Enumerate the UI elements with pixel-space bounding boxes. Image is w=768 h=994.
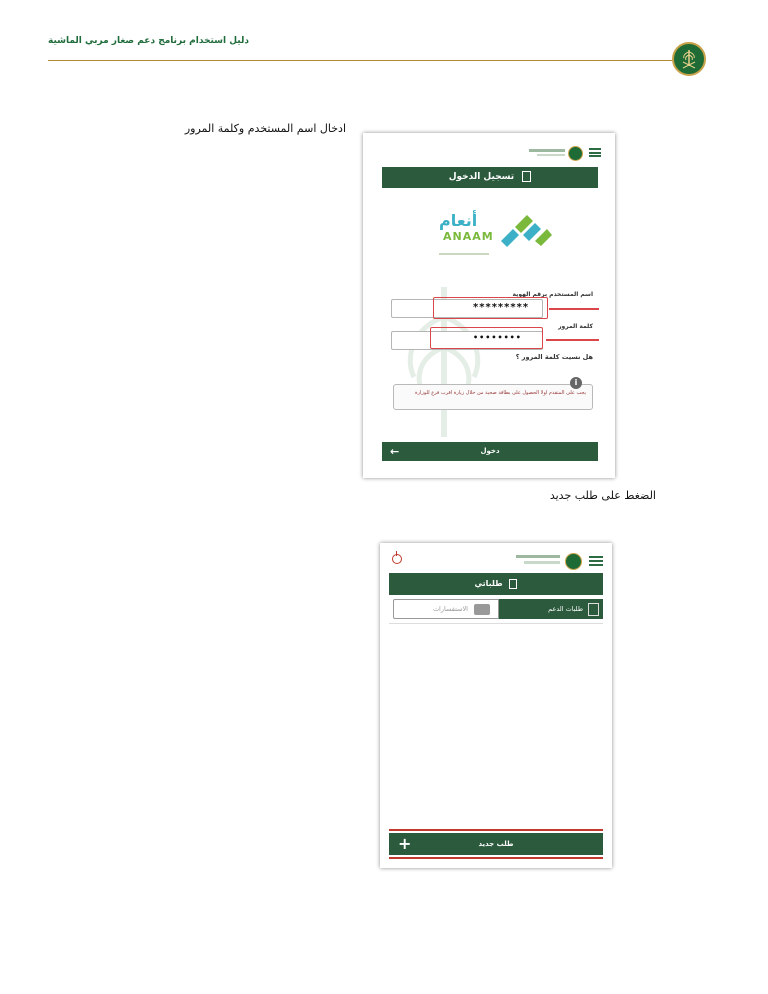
- login-button-label: دخول: [480, 447, 500, 455]
- document-icon: [509, 579, 517, 589]
- hamburger-menu-icon[interactable]: [589, 556, 603, 566]
- hamburger-menu-icon[interactable]: [589, 148, 601, 157]
- info-notice-box: [393, 384, 593, 410]
- login-screenshot: [363, 133, 615, 478]
- forgot-password-link[interactable]: هل نسيت كلمة المرور ؟: [515, 353, 593, 361]
- app-top-bar: [382, 148, 601, 158]
- anaam-logo-english: ANAAM: [443, 230, 494, 243]
- tab-support-requests[interactable]: [499, 599, 603, 619]
- requests-header-bar: [389, 573, 603, 595]
- caption-new-request: الضغط على طلب جديد: [549, 489, 656, 502]
- new-request-label: طلب جديد: [478, 840, 514, 848]
- login-header-bar: [382, 167, 598, 188]
- username-highlight-box: [433, 297, 548, 319]
- tabs-divider: [389, 623, 603, 624]
- caption-login: ادخال اسم المستخدم وكلمة المرور: [184, 122, 346, 135]
- chat-users-icon: [474, 604, 490, 615]
- new-request-button[interactable]: [389, 833, 603, 855]
- requests-screenshot: [380, 543, 612, 868]
- tab-inquiries[interactable]: [393, 599, 499, 619]
- power-logout-icon[interactable]: [392, 554, 402, 564]
- password-annotation-arrow: [546, 339, 599, 341]
- username-value: *********: [473, 302, 530, 313]
- header-divider: [48, 60, 673, 61]
- document-title: دليل استخدام برنامج دعم صغار مربي الماشية: [48, 36, 249, 46]
- username-label: اسم المستخدم برقم الهوية: [512, 291, 593, 298]
- info-notice-text: يجب على المتقدم اولا الحصول على بطاقة صحية من خلال زيارة اقرب فرع للوزارة: [415, 390, 586, 396]
- annotation-line-top: [389, 829, 603, 831]
- ministry-emblem-icon: [672, 42, 706, 76]
- documents-icon: [588, 603, 599, 616]
- anaam-logo-arabic: أنعام: [439, 211, 478, 230]
- password-highlight-box: [430, 327, 543, 349]
- arrow-left-icon: ←: [390, 445, 400, 458]
- login-button[interactable]: [382, 442, 598, 461]
- plus-icon: +: [398, 834, 412, 853]
- anaam-tagline-placeholder: [439, 253, 489, 255]
- info-icon: i: [570, 377, 582, 389]
- ministry-name-placeholder: [529, 149, 565, 152]
- ministry-logo-icon: [565, 553, 582, 570]
- password-label: كلمة المرور: [558, 323, 593, 330]
- anaam-mark-icon: [497, 211, 553, 251]
- annotation-line-bottom: [389, 857, 603, 859]
- ministry-name-placeholder: [516, 555, 560, 558]
- anaam-logo: [439, 211, 559, 261]
- tab-inquiries-label: الاستفسارات: [432, 605, 468, 613]
- requests-header-title: طلباتي: [474, 579, 503, 588]
- tab-support-label: طلبات الدعم: [548, 605, 583, 613]
- password-value: ••••••••: [473, 333, 522, 342]
- ministry-logo-icon: [568, 146, 583, 161]
- ministry-name-placeholder-2: [524, 561, 560, 564]
- login-door-icon: [522, 171, 531, 182]
- login-header-title: تسجيل الدخول: [448, 172, 515, 182]
- username-annotation-arrow: [549, 308, 599, 310]
- ministry-name-placeholder-2: [537, 154, 565, 156]
